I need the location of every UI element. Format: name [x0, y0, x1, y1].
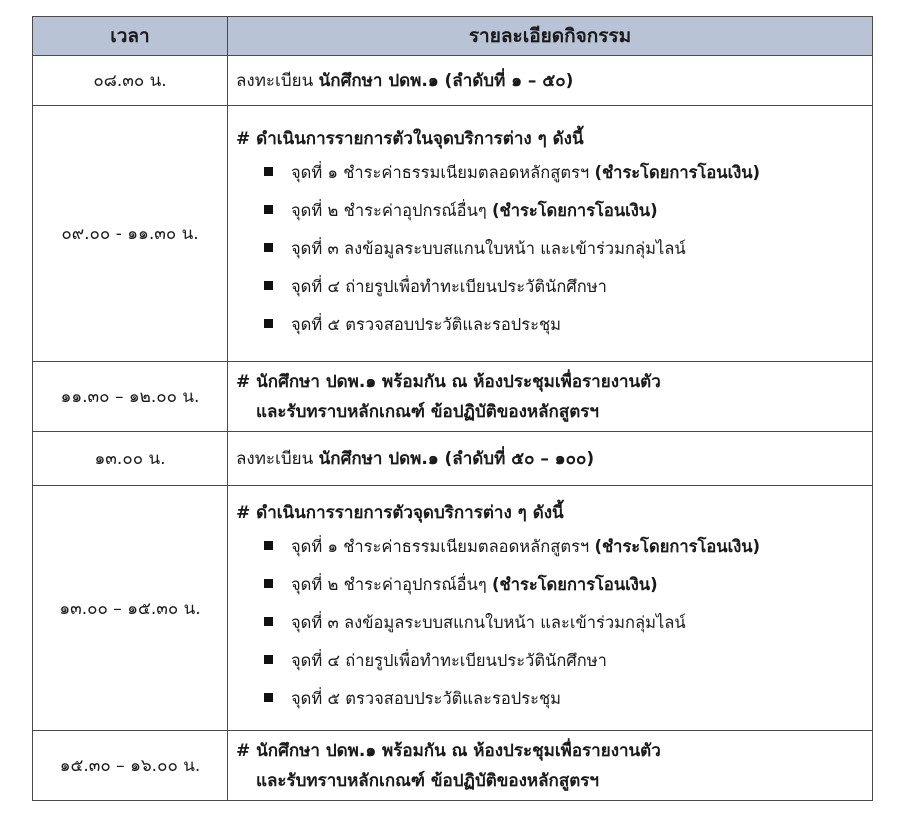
- table-row: [33, 106, 873, 362]
- point-text: จุดที่ ๑ ชำระค่าธรรมเนียมตลอดหลักสูตรฯ: [291, 162, 595, 182]
- bullet-square-icon: [264, 655, 273, 664]
- point-text: จุดที่ ๑ ชำระค่าธรรมเนียมตลอดหลักสูตรฯ: [291, 537, 595, 556]
- point-text: จุดที่ ๒ ชำระค่าอุปกรณ์อื่นๆ: [291, 575, 492, 594]
- time-cell: ๐๘.๓๐ น.: [33, 56, 228, 106]
- activity-cell: [228, 56, 873, 106]
- activity-cell: [228, 106, 873, 362]
- table-row: [33, 56, 873, 106]
- activity-bold: นักศึกษา ปดพ.๑ (ลำดับที่ ๕๐ – ๑๐๐): [318, 448, 595, 469]
- activity-cell: [228, 432, 873, 486]
- list-item: [264, 566, 872, 604]
- time-cell: ๑๓.๐๐ น.: [33, 432, 228, 486]
- list-item: [264, 154, 872, 192]
- table-row: [33, 486, 873, 731]
- activity-bold: นักศึกษา ปดพ.๑ (ลำดับที่ ๑ – ๕๐): [318, 70, 574, 91]
- announcement-line-2: และรับทราบหลักเกณฑ์ ข้อปฏิบัติของหลักสูตรฯ: [256, 401, 599, 422]
- point-note: (ชำระโดยการโอนเงิน): [491, 200, 658, 220]
- activity-text: [236, 71, 573, 91]
- list-item: [264, 306, 872, 344]
- table-row: [33, 432, 873, 486]
- announcement-line-2: และรับทราบหลักเกณฑ์ ข้อปฏิบัติของหลักสูตรฯ: [256, 770, 599, 791]
- bullet-square-icon: [264, 541, 273, 550]
- service-point-list: [236, 528, 872, 718]
- time-cell: ๑๕.๓๐ – ๑๖.๐๐ น.: [33, 731, 228, 801]
- point-text: จุดที่ ๔ ถ่ายรูปเพื่อทำทะเบียนประวัตินักศึกษา: [291, 276, 607, 296]
- point-text: จุดที่ ๔ ถ่ายรูปเพื่อทำทะเบียนประวัตินักศึกษา: [291, 651, 607, 670]
- point-note: (ชำระโดยการโอนเงิน): [594, 162, 761, 182]
- service-point-list: [236, 154, 872, 344]
- time-column-header: เวลา: [33, 17, 228, 56]
- bullet-square-icon: [264, 319, 273, 328]
- bullet-square-icon: [264, 281, 273, 290]
- list-item: [264, 192, 872, 230]
- activity-cell: [228, 731, 873, 801]
- detail-column-header: รายละเอียดกิจกรรม: [228, 17, 873, 56]
- activity-text: [236, 449, 594, 469]
- bullet-square-icon: [264, 693, 273, 702]
- bullet-square-icon: [264, 617, 273, 626]
- activity-cell: [228, 362, 873, 432]
- bullet-square-icon: [264, 205, 273, 214]
- activity-cell: [228, 486, 873, 731]
- bullet-square-icon: [264, 243, 273, 252]
- list-item: [264, 268, 872, 306]
- point-text: จุดที่ ๕ ตรวจสอบประวัติและรอประชุม: [291, 314, 562, 334]
- bullet-square-icon: [264, 167, 273, 176]
- list-item: [264, 230, 872, 268]
- point-text: จุดที่ ๒ ชำระค่าอุปกรณ์อื่นๆ: [291, 200, 492, 220]
- time-cell: ๑๓.๐๐ – ๑๕.๓๐ น.: [33, 486, 228, 731]
- activity-heading: # ดำเนินการรายการตัวจุดบริการต่าง ๆ ดังนี้: [236, 503, 564, 523]
- point-text: จุดที่ ๓ ลงข้อมูลระบบสแกนใบหน้า และเข้าร่วมกลุ่มไลน์: [291, 613, 686, 632]
- point-text: จุดที่ ๓ ลงข้อมูลระบบสแกนใบหน้า และเข้าร่วมกลุ่มไลน์: [291, 238, 686, 258]
- activity-prefix: ลงทะเบียน: [236, 70, 319, 91]
- announcement-line-1: # นักศึกษา ปดพ.๑ พร้อมกัน ณ ห้องประชุมเพื่อรายงานตัว: [236, 371, 661, 392]
- activity-prefix: ลงทะเบียน: [236, 448, 319, 469]
- bullet-square-icon: [264, 579, 273, 588]
- list-item: [264, 528, 872, 566]
- table-header-row: [33, 17, 873, 56]
- point-note: (ชำระโดยการโอนเงิน): [594, 537, 761, 556]
- table-row: [33, 731, 873, 801]
- list-item: [264, 604, 872, 642]
- activity-heading: # ดำเนินการรายการตัวในจุดบริการต่าง ๆ ดังนี้: [236, 128, 584, 149]
- point-note: (ชำระโดยการโอนเงิน): [491, 575, 658, 594]
- time-cell: ๑๑.๓๐ – ๑๒.๐๐ น.: [33, 362, 228, 432]
- point-text: จุดที่ ๕ ตรวจสอบประวัติและรอประชุม: [291, 689, 562, 708]
- list-item: [264, 642, 872, 680]
- table-row: [33, 362, 873, 432]
- schedule-table: [32, 16, 873, 801]
- time-cell: ๐๙.๐๐ - ๑๑.๓๐ น.: [33, 106, 228, 362]
- announcement-line-1: # นักศึกษา ปดพ.๑ พร้อมกัน ณ ห้องประชุมเพื่อรายงานตัว: [236, 740, 661, 761]
- list-item: [264, 680, 872, 718]
